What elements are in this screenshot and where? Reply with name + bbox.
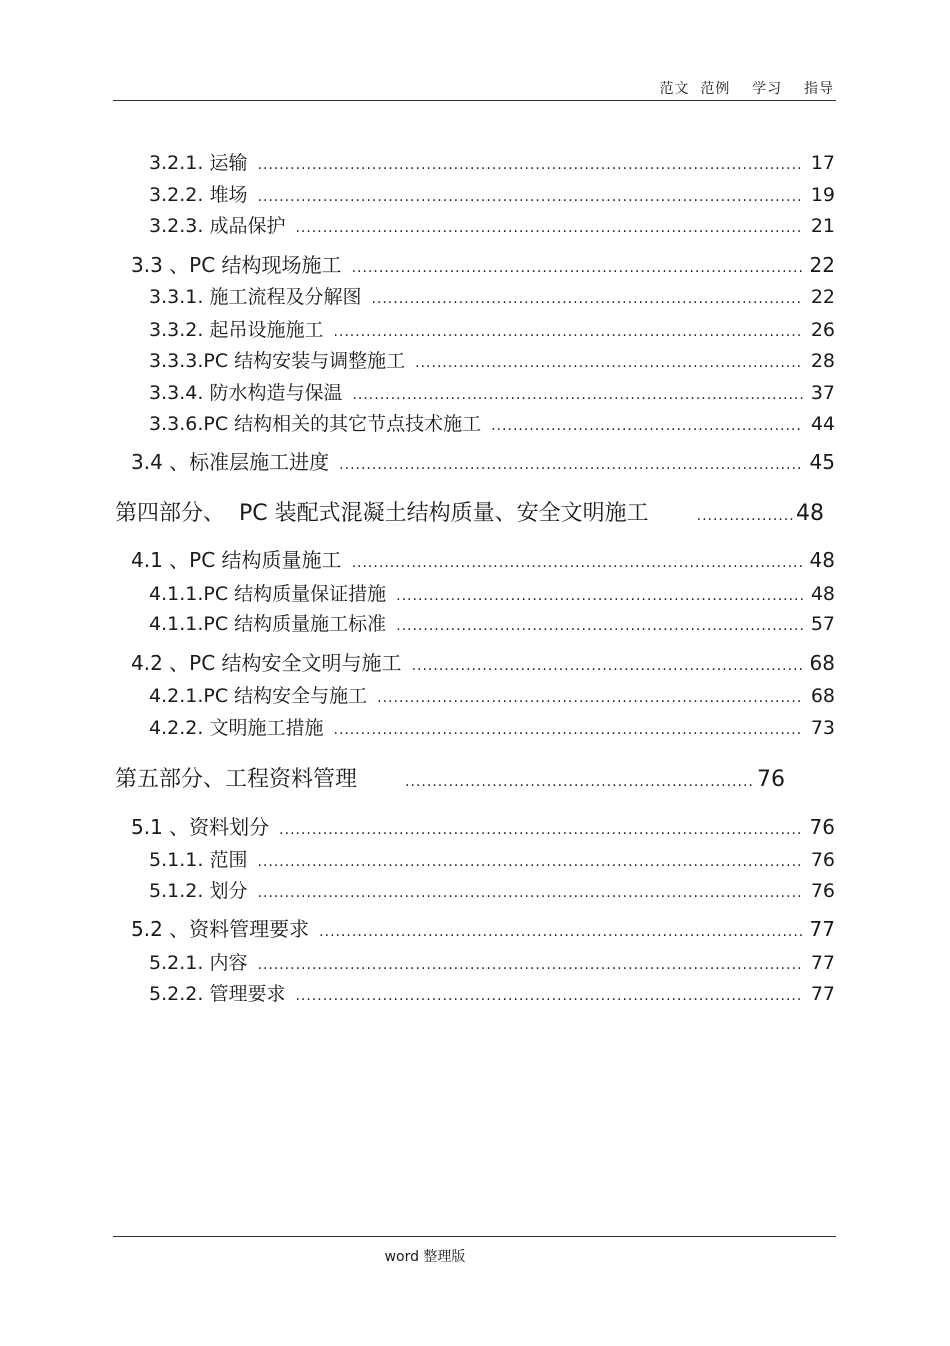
toc-entry-title: 堆场: [209, 184, 248, 206]
toc-entry-number: 第四部分、: [115, 501, 226, 526]
toc-entry-page: 57: [810, 613, 835, 635]
toc-entry-page: 26: [810, 319, 835, 341]
toc-entry-number: 3.3.2.: [149, 319, 210, 341]
toc-entry-number: 第五部分、: [115, 767, 226, 792]
toc-entry[interactable]: [149, 979, 835, 1006]
toc-entry-number: 4.2 、: [131, 651, 190, 675]
toc-entry-title: 内容: [209, 952, 248, 974]
toc-entry-title: 范围: [209, 849, 248, 871]
toc-entry-page: 28: [810, 350, 835, 372]
page-footer: word 整理版: [384, 1249, 466, 1265]
toc-dot-leader: [352, 555, 802, 571]
toc-entry-title: 运输: [209, 152, 248, 174]
toc-entry-page: 19: [810, 184, 835, 206]
toc-entry-page: 73: [810, 717, 835, 739]
toc-dot-leader: [339, 457, 801, 473]
toc-entry-number: 5.1.1.: [149, 849, 210, 871]
toc-dot-leader: [415, 355, 803, 371]
toc-dot-leader: [352, 387, 802, 403]
toc-entry-number: 3.3.1.: [149, 286, 210, 308]
toc-dot-leader: [377, 690, 803, 706]
toc-entry-title: PC 装配式混凝土结构质量、安全文明施工: [225, 501, 649, 526]
toc-dot-leader: [279, 822, 801, 838]
toc-entry-number: 3.3 、: [131, 253, 190, 277]
toc-entry-number: 4.1 、: [131, 548, 190, 572]
toc-entry-title: 施工流程及分解图: [209, 286, 362, 308]
toc-entry[interactable]: [149, 948, 835, 975]
toc-entry-page: 44: [810, 413, 835, 435]
toc-entry-number: 3.2.2.: [149, 184, 210, 206]
toc-entry-number: 3.3.4.: [149, 382, 210, 404]
toc-entry-number: 4.1.1.: [149, 583, 204, 605]
toc-dot-leader: [491, 418, 803, 434]
header-text: 范文 范例 学习 指导: [659, 81, 834, 97]
toc-entry-page: 48: [810, 583, 835, 605]
toc-entry-page: 77: [810, 983, 835, 1005]
toc-dot-leader: [295, 220, 802, 236]
toc-entry[interactable]: [131, 913, 835, 942]
toc-dot-leader: [257, 885, 802, 901]
toc-entry-page: 68: [809, 651, 835, 675]
toc-entry-number: 5.2 、: [131, 917, 190, 941]
toc-entry-number: 3.3.3.: [149, 350, 204, 372]
toc-entry-page: 77: [810, 952, 835, 974]
toc-entry-title: 工程资料管理: [225, 767, 358, 792]
toc-entry[interactable]: [115, 496, 824, 527]
toc-entry-page: 76: [809, 815, 835, 839]
toc-dot-leader: [333, 722, 802, 738]
toc-entry-number: 3.2.1.: [149, 152, 210, 174]
toc-entry-title: 资料管理要求: [189, 917, 310, 941]
toc-entry-page: 45: [809, 450, 835, 474]
toc-entry-page: 77: [809, 917, 835, 941]
toc-entry-title: PC 结构质量施工: [189, 548, 342, 572]
toc-entry-page: 76: [810, 849, 835, 871]
toc-entry[interactable]: [149, 148, 835, 175]
toc-entry-title: 文明施工措施: [209, 717, 324, 739]
page-header: [113, 0, 836, 101]
toc-entry[interactable]: [131, 446, 835, 475]
toc-dot-leader: [352, 260, 802, 276]
toc-entry-number: 4.1.1.: [149, 613, 204, 635]
toc-dot-leader: [257, 854, 802, 870]
toc-entry[interactable]: [149, 211, 835, 238]
toc-entry-page: 37: [810, 382, 835, 404]
toc-entry-number: 5.2.1.: [149, 952, 210, 974]
toc-entry-number: 4.2.2.: [149, 717, 210, 739]
toc-entry-title: 防水构造与保温: [209, 382, 343, 404]
toc-entry-number: 3.4 、: [131, 450, 190, 474]
toc-entry-title: PC 结构相关的其它节点技术施工: [203, 413, 482, 435]
toc-entry[interactable]: [149, 876, 835, 903]
toc-entry-page: 21: [810, 215, 835, 237]
toc-dot-leader: [295, 988, 802, 1004]
toc-dot-leader: [412, 658, 802, 674]
toc-dot-leader: [319, 924, 801, 940]
toc-entry[interactable]: [149, 346, 835, 373]
toc-entry-page: 22: [809, 253, 835, 277]
toc-entry-page: 48: [809, 548, 835, 572]
toc-entry-page: 68: [810, 685, 835, 707]
toc-entry-title: PC 结构安全文明与施工: [189, 651, 402, 675]
toc-entry-title: PC 结构安装与调整施工: [203, 350, 406, 372]
toc-entry[interactable]: [131, 544, 835, 573]
toc-dot-leader: [333, 324, 802, 340]
toc-entry-page: 76: [757, 767, 785, 792]
toc-entry[interactable]: [149, 315, 835, 342]
toc-entry-page: 17: [810, 152, 835, 174]
footer-divider: [113, 1236, 836, 1237]
toc-entry[interactable]: [149, 282, 835, 309]
toc-entry[interactable]: [149, 378, 835, 405]
toc-dot-leader: [396, 618, 803, 634]
toc-entry-number: 5.1 、: [131, 815, 190, 839]
toc-entry[interactable]: [131, 647, 835, 676]
toc-entry[interactable]: [149, 180, 835, 207]
toc-entry-page: 22: [810, 286, 835, 308]
toc-entry[interactable]: [131, 249, 835, 278]
toc-entry[interactable]: [149, 845, 835, 872]
toc-dot-leader: [257, 189, 802, 205]
toc-entry-title: PC 结构现场施工: [189, 253, 342, 277]
toc-entry-title: 管理要求: [209, 983, 286, 1005]
toc-entry-title: 成品保护: [209, 215, 286, 237]
toc-entry[interactable]: [149, 609, 835, 636]
toc-entry-number: 4.2.1.: [149, 685, 204, 707]
toc-dot-leader: [405, 774, 755, 790]
toc-entry-number: 5.1.2.: [149, 880, 210, 902]
toc-entry[interactable]: [149, 681, 835, 708]
toc-entry[interactable]: [149, 409, 835, 436]
toc-entry[interactable]: [115, 762, 785, 793]
toc-entry[interactable]: [149, 579, 835, 606]
toc-entry-number: 5.2.2.: [149, 983, 210, 1005]
toc-entry-title: PC 结构安全与施工: [203, 685, 368, 707]
toc-entry-title: 起吊设施施工: [209, 319, 324, 341]
toc-entry-title: 资料划分: [189, 815, 270, 839]
toc-dot-leader: [697, 508, 794, 524]
toc-entry-title: PC 结构质量保证措施: [203, 583, 387, 605]
toc-entry[interactable]: [131, 811, 835, 840]
toc-dot-leader: [396, 588, 803, 604]
toc-entry-page: 76: [810, 880, 835, 902]
toc-dot-leader: [371, 291, 802, 307]
toc-entry-title: 标准层施工进度: [189, 450, 330, 474]
toc-entry-title: PC 结构质量施工标准: [203, 613, 387, 635]
toc-entry-number: 3.2.3.: [149, 215, 210, 237]
toc-entry[interactable]: [149, 713, 835, 740]
toc-entry-page: 48: [796, 501, 824, 526]
toc-entry-title: 划分: [209, 880, 248, 902]
toc-entry-number: 3.3.6.: [149, 413, 204, 435]
toc-dot-leader: [257, 957, 802, 973]
toc-dot-leader: [257, 157, 802, 173]
